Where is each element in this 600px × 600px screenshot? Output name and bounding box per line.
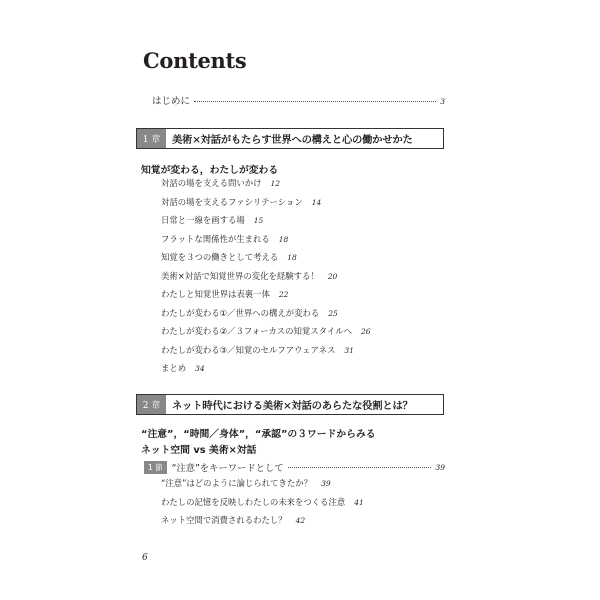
section-badge: 1 節 (144, 461, 167, 474)
toc-entry[interactable] (161, 251, 371, 270)
toc-entry-page: 25 (328, 308, 338, 318)
toc-entry-page: 39 (435, 462, 445, 472)
toc-entry[interactable] (161, 288, 371, 307)
toc-entry-page: 3 (440, 97, 445, 106)
toc-entry-page: 39 (321, 479, 331, 488)
toc-entry-label: 日常と一線を画する場 (161, 215, 245, 225)
toc-entry-page: 26 (361, 327, 371, 336)
subsection-entry[interactable] (144, 460, 445, 474)
toc-entry-label: “注意”をキーワードとして (171, 463, 284, 474)
section-heading: ネット空間 vs 美術×対話 (141, 445, 257, 456)
toc-entry[interactable] (161, 344, 371, 363)
toc-entry-label: “注意”はどのように論じられてきたか？ (161, 478, 313, 488)
page-title: Contents (143, 48, 247, 73)
chapter-2-list (161, 477, 364, 533)
toc-entry-page: 31 (344, 345, 354, 355)
toc-entry-label: わたしが変わる①／世界への構えが変わる (161, 307, 320, 318)
toc-entry[interactable] (161, 496, 364, 515)
chapter-2-heading[interactable] (136, 394, 444, 415)
toc-entry-label: 知覚を３つの働きとして考える (161, 252, 279, 262)
chapter-title: ネット時代における美術×対話のあらたな役割とは？ (172, 400, 413, 412)
toc-entry-page: 15 (253, 216, 264, 225)
toc-entry-page: 18 (278, 234, 289, 244)
toc-entry[interactable] (161, 270, 371, 289)
dot-leader (288, 467, 432, 468)
toc-entry-intro[interactable] (152, 93, 445, 107)
section-heading: 知覚が変わる，わたしが変わる (141, 165, 279, 176)
toc-entry-label: フラットな関係性が生まれる (161, 233, 270, 244)
toc-entry-label: わたしと知覚世界は表裏一体 (161, 289, 270, 299)
chapter-1-heading[interactable] (136, 128, 444, 149)
section-heading: “注意”，“時間／身体”，“承認”の３ワードからみる (141, 429, 376, 440)
toc-entry[interactable] (161, 214, 371, 233)
toc-entry-page: 41 (354, 497, 364, 507)
toc-entry[interactable] (161, 233, 371, 252)
chapter-title: 美術×対話がもたらす世界への構えと心の働かせかた (172, 134, 413, 146)
chapter-1-list (161, 177, 371, 381)
toc-entry-label: わたしの記憶を反映しわたしの未来をつくる注意 (161, 496, 346, 507)
page-number: 6 (142, 553, 148, 563)
dot-leader (194, 101, 436, 102)
toc-entry-page: 14 (311, 197, 322, 207)
toc-entry[interactable] (161, 514, 364, 533)
chapter-number: 1 章 (137, 129, 166, 148)
toc-entry[interactable] (161, 477, 364, 496)
toc-entry-page: 20 (327, 271, 338, 281)
toc-entry-page: 12 (270, 179, 281, 188)
toc-entry-label: まとめ (161, 363, 187, 373)
toc-entry-page: 42 (295, 516, 306, 525)
toc-entry-page: 18 (287, 253, 297, 262)
toc-entry-label: 対話の場を支えるファシリテーション (161, 196, 303, 207)
toc-entry[interactable] (161, 177, 371, 196)
toc-entry[interactable] (161, 362, 371, 381)
chapter-number: 2 章 (137, 395, 166, 414)
toc-entry-label: わたしが変わる③／知覚のセルフアウェアネス (161, 344, 336, 355)
toc-entry-label: ネット空間で消費されるわたし？ (161, 515, 287, 525)
toc-entry-page: 22 (278, 290, 289, 299)
toc-entry[interactable] (161, 325, 371, 344)
toc-entry[interactable] (161, 196, 371, 215)
toc-entry-label: はじめに (152, 96, 191, 107)
toc-entry-label: 美術×対話で知覚世界の変化を経験する！ (161, 270, 319, 281)
toc-entry-page: 34 (195, 364, 205, 373)
toc-entry-label: わたしが変わる②／３フォーカスの知覚スタイルへ (161, 326, 353, 336)
toc-entry-label: 対話の場を支える問いかけ (161, 178, 262, 188)
toc-entry[interactable] (161, 307, 371, 326)
